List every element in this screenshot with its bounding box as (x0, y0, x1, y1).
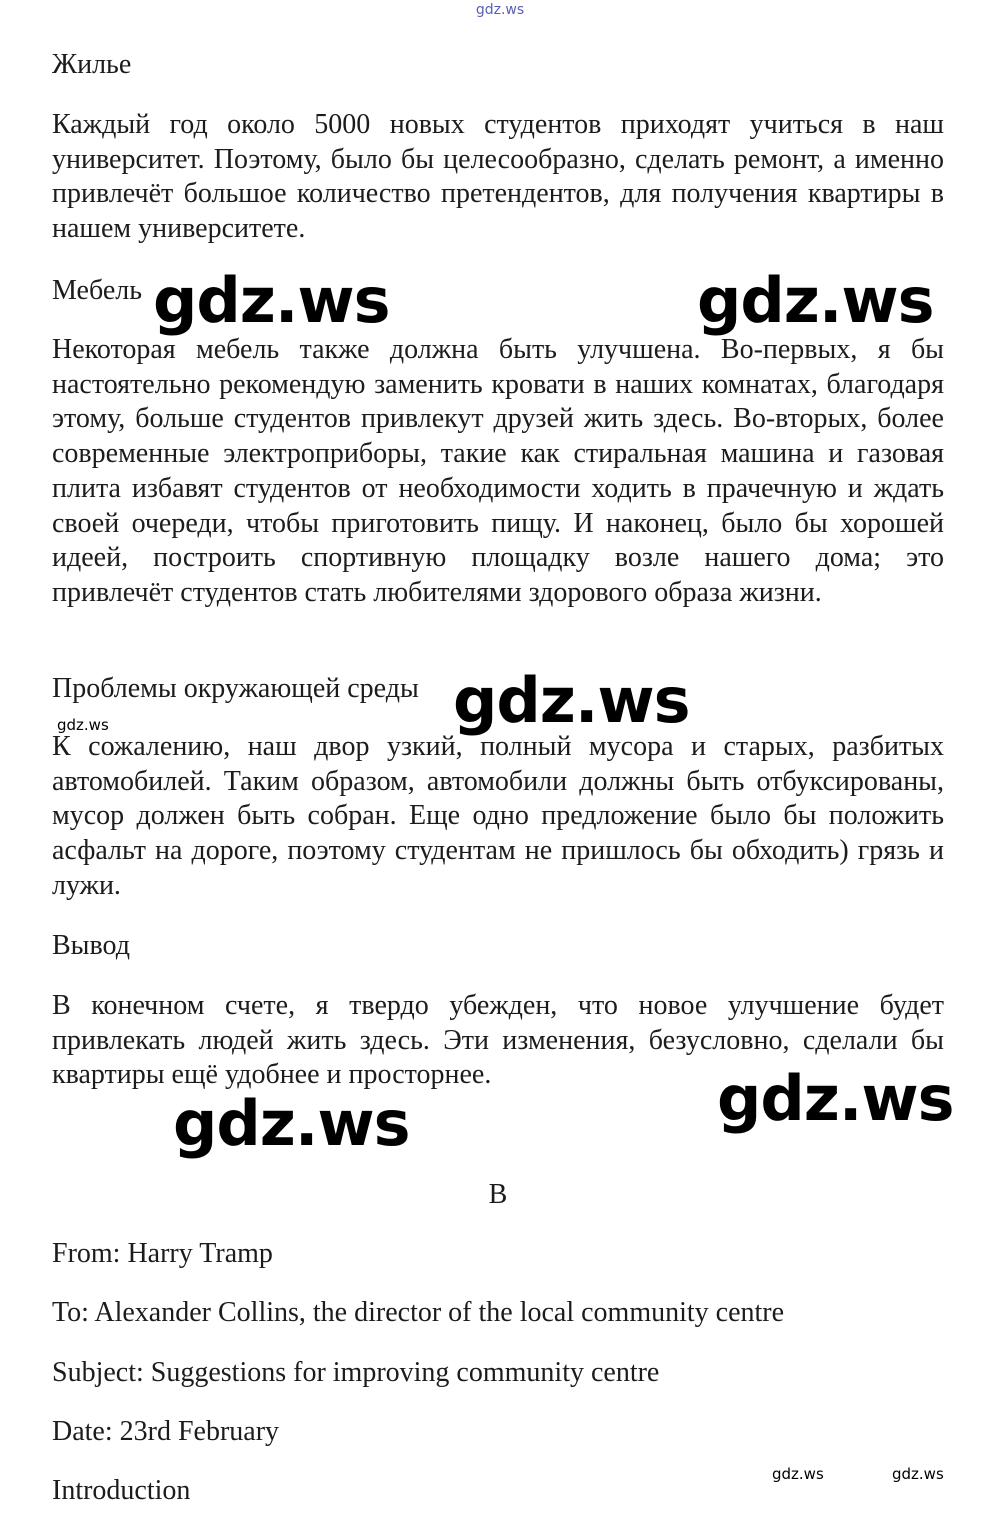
subject-line: Subject: Suggestions for improving community centre (52, 1357, 660, 1388)
watermark-small: gdz.ws (772, 1465, 824, 1483)
top-watermark: gdz.ws (475, 2, 525, 18)
conclusion-heading: Вывод (52, 930, 130, 961)
watermark-large: gdz.ws (173, 1087, 410, 1160)
introduction-heading: Introduction (52, 1475, 191, 1506)
watermark-large: gdz.ws (453, 664, 690, 737)
watermark-large: gdz.ws (717, 1062, 954, 1135)
part-b-label: B (488, 1179, 508, 1210)
watermark-small: gdz.ws (57, 716, 109, 734)
watermark-small: gdz.ws (892, 1465, 944, 1483)
housing-paragraph: Каждый год около 5000 новых студентов приходят учиться в наш университет. Поэтому, было бы целесообразно, сделать ремонт, а именно привлечёт большое количество претендентов, для получения квартиры в нашем университете. (52, 109, 944, 245)
watermark-large: gdz.ws (697, 264, 934, 337)
date-line: Date: 23rd February (52, 1416, 280, 1447)
environment-heading: Проблемы окружающей среды (52, 673, 419, 704)
furniture-heading: Мебель (52, 275, 143, 306)
environment-paragraph: К сожалению, наш двор узкий, полный мусора и старых, разбитых автомобилей. Таким образом, автомобили должны быть отбуксированы, мусор должен быть собран. Еще одно предложение было бы положить асфальт на дороге, поэтому студентам не пришлось бы обходить) грязь и лужи. (52, 731, 944, 901)
conclusion-paragraph: В конечном счете, я твердо убежден, что новое улучшение будет привлекать людей жить здесь. Эти изменения, безусловно, сделали бы квартиры ещё удобнее и просторнее. (52, 990, 944, 1091)
to-line: To: Alexander Collins, the director of the local community centre (52, 1297, 785, 1328)
watermark-large: gdz.ws (153, 264, 390, 337)
housing-heading: Жилье (52, 49, 132, 80)
from-line: From: Harry Tramp (52, 1238, 273, 1269)
furniture-paragraph: Некоторая мебель также должна быть улучшена. Во-первых, я бы настоятельно рекомендую заменить кровати в наших комнатах, благодаря этому, больше студентов привлекут друзей жить здесь. Во-вторых, более современные электроприборы, такие как стиральная машина и газовая плита избавят студентов от необходимости ходить в прачечную и ждать своей очереди, чтобы приготовить пищу. И наконец, было бы хорошей идеей, построить спортивную площадку возле нашего дома; это привлечёт студентов стать любителями здорового образа жизни. (52, 334, 944, 608)
